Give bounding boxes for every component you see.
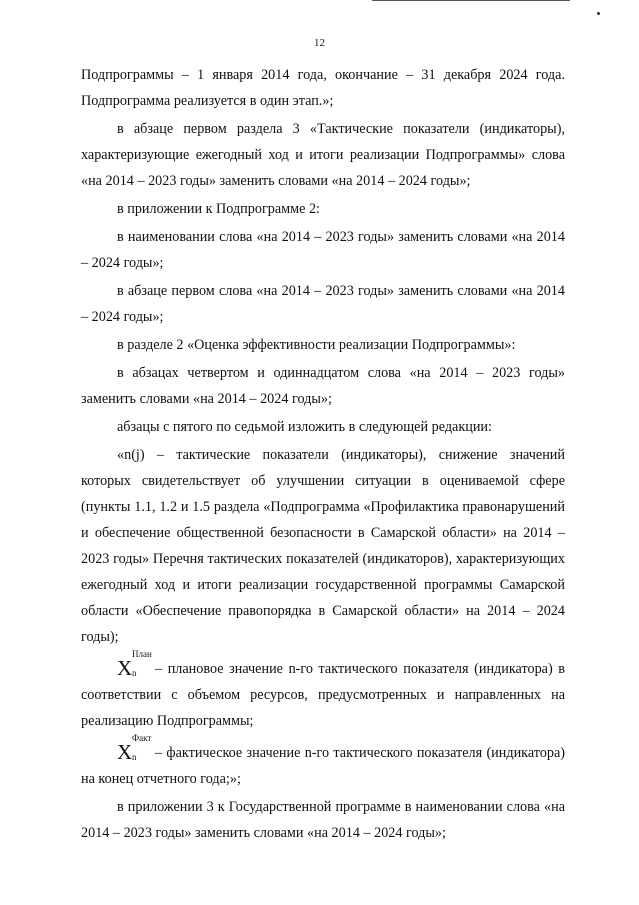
x-plan-symbol: X План n	[117, 649, 152, 680]
document-body	[81, 62, 565, 846]
x-plan-text: – плановое значение n-го тактического показателя (индикатора) в соответствии с объемом ресурсов, предусмотренных и направленных на реализацию Подпрограммы;	[81, 661, 565, 729]
scan-mark	[597, 12, 600, 15]
paragraph-title-change: в наименовании слова «на 2014 – 2023 годы» заменить словами «на 2014 – 2024 годы»;	[81, 229, 565, 271]
paragraph-section-2: в разделе 2 «Оценка эффективности реализации Подпрограммы»:	[117, 337, 516, 353]
x-fact-text: – фактическое значение n-го тактического показателя (индикатора) на конец отчетного года;»;	[81, 745, 565, 787]
paragraph-first-abstract: в абзаце первом слова «на 2014 – 2023 годы» заменить словами «на 2014 – 2024 годы»;	[81, 283, 565, 325]
page-number: 12	[314, 37, 325, 49]
paragraph-continuation: Подпрограммы – 1 января 2014 года, окончание – 31 декабря 2024 года. Подпрограмма реализуется в один этап.»;	[81, 67, 565, 109]
x-fact-symbol: X Факт n	[117, 733, 152, 764]
paragraph-section-3: в абзаце первом раздела 3 «Тактические показатели (индикаторы), характеризующие ежегодный ход и итоги реализации Подпрограммы» слова «на 2014 – 2023 годы» заменить словами «на 2014 – 2024 годы»;	[81, 121, 565, 189]
paragraph-fifth-seventh: абзацы с пятого по седьмой изложить в следующей редакции:	[117, 419, 492, 435]
paragraph-nj-definition: «n(j) – тактические показатели (индикаторы), снижение значений которых свидетельствует об улучшении ситуации в оцениваемой сфере (пункты 1.1, 1.2 и 1.5 раздела «Подпрограмма «Профилактика правонарушений и обеспечение общественной безопасности в Самарской области» на 2014 – 2023 годы» Перечня тактических показателей (индикаторов), характеризующих ежегодный ход и итоги реализации государственной программы Самарской области «Обеспечение правопорядка в Самарской области» на 2014 – 2024 годы);	[81, 447, 565, 645]
paragraph-annex-subprogram-2: в приложении к Подпрограмме 2:	[117, 201, 320, 217]
paragraph-x-plan	[81, 649, 565, 734]
paragraph-annex-3: в приложении 3 к Государственной программе в наименовании слова «на 2014 – 2023 годы» заменить словами «на 2014 – 2024 годы»;	[81, 799, 565, 841]
paragraph-fourth-eleventh: в абзацах четвертом и одиннадцатом слова «на 2014 – 2023 годы» заменить словами «на 2014 – 2024 годы»;	[81, 365, 565, 407]
top-scan-rule	[372, 0, 570, 1]
paragraph-x-fact	[81, 733, 565, 792]
